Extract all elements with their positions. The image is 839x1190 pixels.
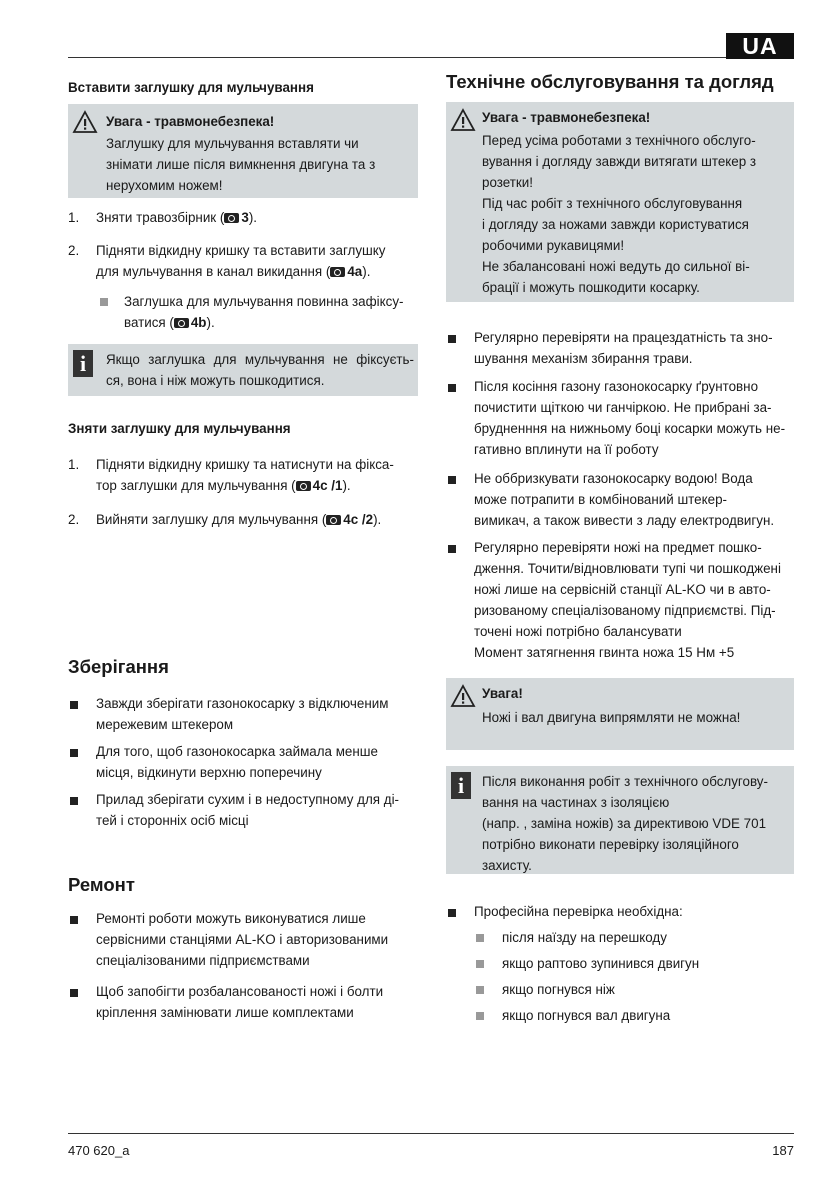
shaft-warning-title: Увага!: [482, 686, 523, 701]
repair-item-line: сервісними станціями AL-KO і авторизованими: [96, 932, 389, 947]
insulation-info-line: вання на частинах з ізоляцією: [482, 795, 670, 810]
insert-warning-box: [68, 104, 418, 198]
sub-bullet: [476, 986, 484, 994]
camera-icon: [296, 481, 311, 491]
insert-warning-line: нерухомим ножем!: [106, 178, 223, 193]
insert-heading: Вставити заглушку для мульчування: [68, 80, 314, 95]
maintenance-item-line: почистити щіткою чи ганчіркою. Не прибрані за-: [474, 400, 772, 415]
maintenance-warning-line: розетки!: [482, 175, 533, 190]
insulation-info-line: потрібно виконати перевірку ізоляційного: [482, 837, 739, 852]
warning-icon: [450, 108, 476, 132]
bullet: [448, 909, 456, 917]
maintenance-warning-box: [446, 102, 794, 302]
check-heading: Професійна перевірка необхідна:: [474, 904, 683, 919]
insulation-info-box: [446, 766, 794, 874]
camera-icon: [326, 515, 341, 525]
maintenance-item-line: точені ножі потрібно балансувати: [474, 624, 682, 639]
maintenance-warning-line: брації і можуть пошкодити косарку.: [482, 280, 700, 295]
check-item: якщо погнувся вал двигуна: [502, 1008, 671, 1023]
maintenance-item-line: шування механізм збирання трави.: [474, 351, 693, 366]
maintenance-item-line: дження. Точити/відновлювати тупі чи пошкоджені: [474, 561, 781, 576]
page-number: 187: [772, 1143, 794, 1158]
sub-bullet: [476, 960, 484, 968]
footer-rule: [68, 1133, 794, 1134]
maintenance-item-line: ризованому спеціалізованому підприємстві. Під-: [474, 603, 776, 618]
check-item: якщо погнувся ніж: [502, 982, 615, 997]
maintenance-item-line: може потрапити в комбінований штекер-: [474, 492, 727, 507]
sub-bullet: [100, 298, 108, 306]
bullet: [448, 545, 456, 553]
language-badge: UA: [726, 33, 794, 59]
storage-item-line: тей і сторонніх осіб місці: [96, 813, 249, 828]
step-number: 2.: [68, 243, 80, 258]
check-item: після наїзду на перешкоду: [502, 930, 667, 945]
repair-item-line: Ремонті роботи можуть виконуватися лише: [96, 911, 366, 926]
info-icon: i: [451, 772, 471, 799]
storage-item-line: Прилад зберігати сухим і в недоступному для ді-: [96, 792, 400, 807]
shaft-warning-line: Ножі і вал двигуна випрямляти не можна!: [482, 710, 741, 725]
insert-warning-title: Увага - травмонебезпека!: [106, 114, 275, 129]
maintenance-item-line: Не оббризкувати газонокосарку водою! Вода: [474, 471, 753, 486]
repair-heading: Ремонт: [68, 874, 135, 895]
remove-step-1-line: Підняти відкидну кришку та натиснути на фікса-: [96, 457, 394, 472]
maintenance-item-line: гативно вплинути на її роботу: [474, 442, 659, 457]
maintenance-item-line: брудненння на нижньому боці косарки можуть не-: [474, 421, 786, 436]
maintenance-warning-line: робочими рукавицями!: [482, 238, 625, 253]
remove-step-2: Вийняти заглушку для мульчування ( 4c /2).: [96, 512, 382, 527]
maintenance-item-line: ножі лише на сервісній станції AL-KO чи в авто-: [474, 582, 771, 597]
maintenance-item-line: Після косіння газону газонокосарку ґрунтовно: [474, 379, 759, 394]
warning-icon: [450, 684, 476, 708]
check-item: якщо раптово зупинився двигун: [502, 956, 700, 971]
sub-bullet: [476, 934, 484, 942]
insert-sub-line: ватися ( 4b).: [124, 315, 215, 330]
storage-item-line: Для того, щоб газонокосарка займала менше: [96, 744, 378, 759]
insert-warning-line: знімати лише після вимкнення двигуна та з: [106, 157, 376, 172]
shaft-warning-box: [446, 678, 794, 750]
bullet: [448, 384, 456, 392]
bullet: [70, 916, 78, 924]
remove-heading: Зняти заглушку для мульчування: [68, 421, 291, 436]
remove-step-1-line: тор заглушки для мульчування ( 4c /1).: [96, 478, 351, 493]
insert-info-box: [68, 344, 418, 396]
bullet: [70, 797, 78, 805]
maintenance-item-line: вимикач, а також вивести з ладу електродвигун.: [474, 513, 775, 528]
insulation-info-line: Після виконання робіт з технічного обслугову-: [482, 774, 768, 789]
maintenance-warning-line: Не збалансовані ножі ведуть до сильної ві-: [482, 259, 750, 274]
repair-item-line: кріплення замінювати лише комплектами: [96, 1005, 354, 1020]
document-number: 470 620_a: [68, 1143, 130, 1158]
repair-item-line: спеціалізованими підприємствами: [96, 953, 310, 968]
step-number: 1.: [68, 210, 80, 225]
maintenance-item-line: Регулярно перевіряти на працездатність та зно-: [474, 330, 773, 345]
maintenance-warning-line: Перед усіма роботами з технічного обслуго-: [482, 133, 756, 148]
insert-info-line: ся, вона і ніж можуть пошкодитися.: [106, 373, 325, 388]
maintenance-warning-line: вування і догляду завжди витягати штекер з: [482, 154, 757, 169]
storage-heading: Зберігання: [68, 656, 169, 677]
storage-item-line: Завжди зберігати газонокосарку з відключеним: [96, 696, 389, 711]
maintenance-warning-line: і догляду за ножами завжди користуватися: [482, 217, 749, 232]
bullet: [70, 701, 78, 709]
sub-bullet: [476, 1012, 484, 1020]
bullet: [70, 989, 78, 997]
maintenance-warning-line: Під час робіт з технічного обслуговування: [482, 196, 743, 211]
insulation-info-line: захисту.: [482, 858, 532, 873]
insert-step-2-line: Підняти відкидну кришку та вставити заглушку: [96, 243, 386, 258]
repair-item-line: Щоб запобігти розбалансованості ножі і болти: [96, 984, 384, 999]
warning-icon: [72, 110, 98, 134]
step-number: 1.: [68, 457, 80, 472]
insulation-info-line: (напр. , заміна ножів) за директивою VDE 701: [482, 816, 767, 831]
insert-step-2-line: для мульчування в канал викидання ( 4a).: [96, 264, 371, 279]
bullet: [448, 476, 456, 484]
insert-sub-line: Заглушка для мульчування повинна зафіксу-: [124, 294, 404, 309]
camera-icon: [174, 318, 189, 328]
storage-item-line: мережевим штекером: [96, 717, 234, 732]
header-rule: [68, 57, 726, 58]
insert-step-1: Зняти травозбірник ( 3).: [96, 210, 257, 225]
maintenance-heading: Технічне обслуговування та догляд: [446, 71, 774, 92]
bullet: [70, 749, 78, 757]
insert-warning-line: Заглушку для мульчування вставляти чи: [106, 136, 359, 151]
step-number: 2.: [68, 512, 80, 527]
maintenance-item-line: Момент затягнення гвинта ножа 15 Нм +5: [474, 645, 735, 660]
camera-icon: [224, 213, 239, 223]
insert-info-line: Якщо заглушка для мульчування не фіксуєть-: [106, 352, 414, 367]
maintenance-item-line: Регулярно перевіряти ножі на предмет пошко-: [474, 540, 762, 555]
info-icon: i: [73, 350, 93, 377]
storage-item-line: місця, відкинути верхню поперечину: [96, 765, 322, 780]
camera-icon: [330, 267, 345, 277]
maintenance-warning-title: Увага - травмонебезпека!: [482, 110, 651, 125]
bullet: [448, 335, 456, 343]
